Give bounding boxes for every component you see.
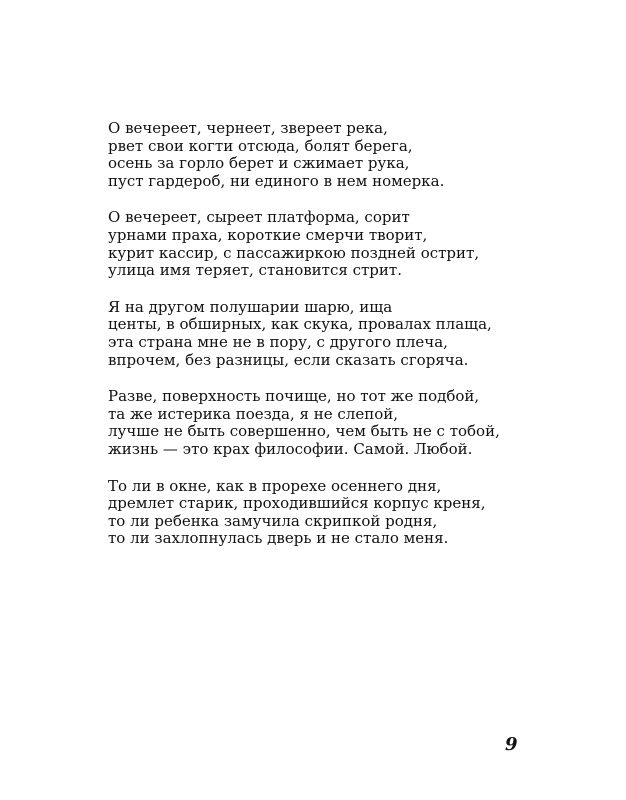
poem-line: та же истерика поезда, я не слепой, [108, 404, 398, 423]
poem-line: Я на другом полушарии шарю, ища [108, 297, 393, 316]
page-number: 9 [505, 734, 518, 755]
stanza-2 [108, 209, 588, 279]
poem-line: лучше не быть совершенно, чем быть не с тобой, [108, 422, 500, 441]
stanza-1 [108, 120, 588, 190]
poem-line: впрочем, без разницы, если сказать сгоряча. [108, 350, 469, 369]
stanza-5 [108, 478, 588, 548]
poem-line: центы, в обширных, как скука, провалах плаща, [108, 315, 492, 334]
poem-line: эта страна мне не в пору, с другого плеча, [108, 332, 448, 351]
poem [108, 120, 588, 567]
poem-line: улица имя теряет, становится стрит. [108, 261, 402, 280]
poem-line: рвет свои когти отсюда, болят берега, [108, 136, 413, 155]
stanza-4 [108, 388, 588, 458]
poem-line: То ли в окне, как в прорехе осеннего дня, [108, 476, 442, 495]
poem-line: то ли ребенка замучила скрипкой родня, [108, 511, 438, 530]
poem-line: жизнь — это крах философии. Самой. Любой. [108, 439, 473, 458]
poem-line: Разве, поверхность почище, но тот же подбой, [108, 387, 480, 406]
poem-line: осень за горло берет и сжимает рука, [108, 154, 410, 173]
poem-line: дремлет старик, проходившийся корпус креня, [108, 494, 486, 513]
poem-line: курит кассир, с пассажиркою поздней острит, [108, 243, 480, 262]
poem-line: то ли захлопнулась дверь и не стало меня. [108, 529, 449, 548]
poem-line: пуст гардероб, ни единого в нем номерка. [108, 171, 445, 190]
poem-line: О вечереет, сыреет платформа, сорит [108, 208, 410, 227]
poem-line: урнами праха, короткие смерчи творит, [108, 225, 428, 244]
poem-line: О вечереет, чернеет, звереет река, [108, 119, 388, 137]
stanza-3 [108, 299, 588, 369]
